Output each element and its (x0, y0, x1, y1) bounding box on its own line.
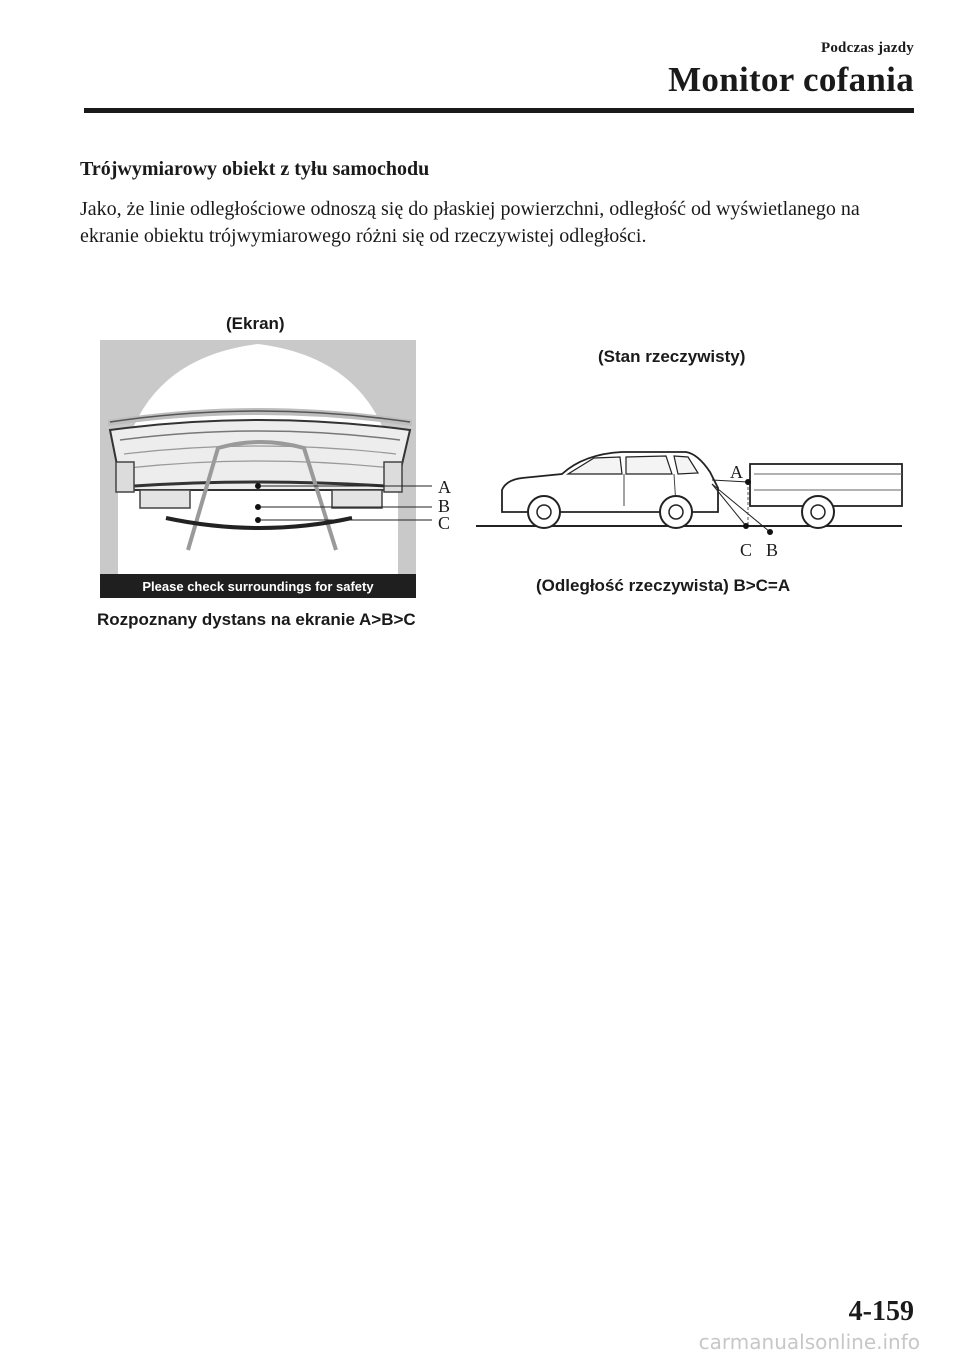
header-rule (84, 108, 914, 113)
page-number: 4-159 (848, 1296, 914, 1327)
watermark: carmanualsonline.info (698, 1330, 920, 1354)
screen-caption: (Ekran) (226, 314, 285, 333)
header-section: Podczas jazdy (820, 40, 914, 56)
screen-label-c: C (438, 513, 451, 533)
real-caption: (Stan rzeczywisty) (598, 347, 746, 366)
screen-label-leaders (250, 478, 462, 538)
real-label-c: C (740, 540, 753, 560)
screen-illustration (100, 340, 420, 602)
screen-note: Rozpoznany dystans na ekranie A>B>C (97, 610, 416, 629)
real-note: (Odległość rzeczywista) B>C=A (536, 576, 791, 595)
real-label-a: A (730, 462, 743, 482)
page-title: Monitor cofania (668, 60, 914, 99)
real-illustration (472, 440, 908, 564)
screen-banner: Please check surroundings for safety (142, 579, 374, 594)
real-label-b: B (766, 540, 779, 560)
body-paragraph: Jako, że linie odległościowe odnoszą się do płaskiej powierzchni, odległość od wyświetlanego na ekranie obiektu trójwymiarowego różni się od rzeczywistej odległości. (80, 198, 860, 247)
screen-label-a: A (438, 478, 451, 497)
screen-label-b: B (438, 496, 451, 516)
subheading: Trójwymiarowy obiekt z tyłu samochodu (80, 158, 430, 180)
